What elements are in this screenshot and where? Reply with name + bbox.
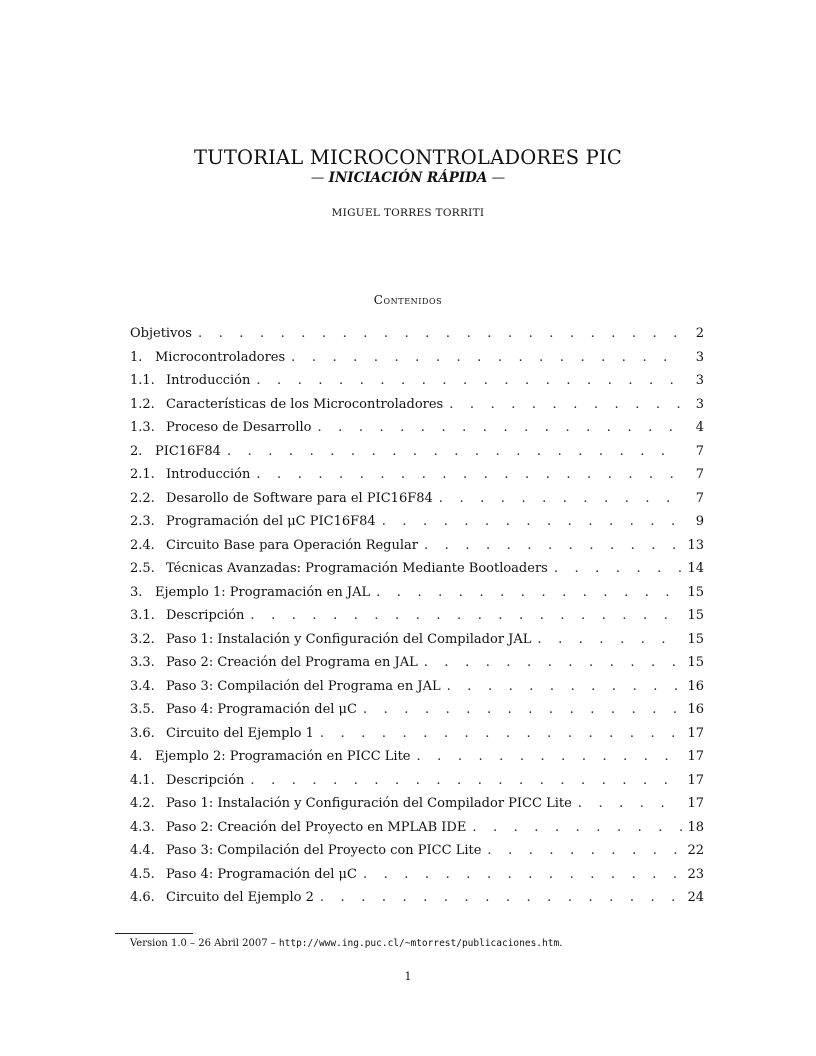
toc-leader-dots: [443, 397, 682, 412]
toc-leader-dots: [285, 350, 682, 365]
toc-leader-dots: [244, 773, 682, 788]
toc-entry-number: 3.3.: [130, 655, 155, 671]
toc-entry-page: 15: [687, 608, 704, 624]
toc-entry-page: 15: [687, 655, 704, 671]
toc-entry-number: 4.6.: [130, 890, 155, 906]
toc-entry-number: 3.: [130, 584, 143, 600]
toc-entry-title: PIC16F84: [155, 443, 221, 459]
toc-entry-title: Circuito del Ejemplo 2: [166, 890, 314, 906]
toc-entry-number: 2.1.: [130, 467, 155, 483]
toc-entry-page: 17: [687, 796, 704, 812]
toc-leader-dots: [531, 632, 682, 647]
subtitle-text: INICIACIÓN RÁPIDA: [328, 170, 488, 186]
toc-entry[interactable]: [130, 510, 704, 534]
contents-heading: Contenidos: [373, 293, 443, 307]
toc-leader-dots: [370, 585, 682, 600]
toc-leader-dots: [250, 373, 682, 388]
toc-entry-number: 2.4.: [130, 537, 155, 553]
toc-entry-number: 3.4.: [130, 678, 155, 694]
toc-leader-dots: [572, 796, 682, 811]
toc-entry-title: Proceso de Desarrollo: [166, 420, 312, 436]
toc-entry[interactable]: [130, 487, 704, 511]
toc-entry-page: 9: [695, 514, 704, 530]
toc-entry-title: Ejemplo 2: Programación en PICC Lite: [155, 749, 411, 765]
toc-entry-title: Programación del μC PIC16F84: [166, 514, 376, 530]
toc-entry[interactable]: [130, 722, 704, 746]
toc-leader-dots: [357, 702, 682, 717]
toc-entry-page: 3: [695, 373, 704, 389]
footnote-url[interactable]: http://www.ing.puc.cl/~mtorrest/publicaciones.htm: [278, 938, 560, 949]
toc-entry[interactable]: [130, 863, 704, 887]
subtitle-suffix: —: [487, 170, 506, 186]
subtitle-prefix: —: [310, 170, 329, 186]
toc-entry-page: 7: [695, 490, 704, 506]
toc-leader-dots: [314, 890, 682, 905]
toc-entry-title: Objetivos: [130, 326, 192, 342]
toc-entry-number: 4.3.: [130, 819, 155, 835]
toc-leader-dots: [481, 843, 682, 858]
toc-entry[interactable]: [130, 792, 704, 816]
toc-entry-page: 16: [687, 678, 704, 694]
toc-entry[interactable]: [130, 416, 704, 440]
toc-leader-dots: [357, 867, 682, 882]
toc-entry-page: 3: [695, 396, 704, 412]
document-title: TUTORIAL MICROCONTROLADORES PIC: [193, 146, 623, 169]
toc-entry[interactable]: [130, 769, 704, 793]
toc-entry-number: 3.1.: [130, 608, 155, 624]
toc-entry-page: 17: [687, 772, 704, 788]
toc-entry-page: 14: [687, 561, 704, 577]
toc-entry-page: 17: [687, 749, 704, 765]
toc-entry-title: Técnicas Avanzadas: Programación Mediante Bootloaders: [166, 561, 548, 577]
toc-leader-dots: [548, 561, 682, 576]
toc-leader-dots: [250, 467, 682, 482]
toc-entry-title: Ejemplo 1: Programación en JAL: [155, 584, 371, 600]
toc-entry-number: 2.2.: [130, 490, 155, 506]
toc-entry-number: 4.5.: [130, 866, 155, 882]
page-number: 1: [404, 970, 412, 983]
toc-entry[interactable]: [130, 628, 704, 652]
footnote: [130, 938, 562, 949]
toc-entry-title: Circuito del Ejemplo 1: [166, 725, 314, 741]
toc-entry-number: 4.1.: [130, 772, 155, 788]
toc-entry-page: 2: [695, 326, 704, 342]
toc-entry-title: Introducción: [166, 373, 251, 389]
toc-entry-number: 3.5.: [130, 702, 155, 718]
toc-entry-number: 4.: [130, 749, 143, 765]
toc-entry-page: 22: [687, 843, 704, 859]
toc-entry[interactable]: [130, 322, 704, 346]
toc-entry-title: Paso 1: Instalación y Configuración del Compilador JAL: [166, 631, 532, 647]
toc-entry-page: 4: [695, 420, 704, 436]
toc-entry-title: Desarollo de Software para el PIC16F84: [166, 490, 433, 506]
toc-leader-dots: [376, 514, 682, 529]
toc-entry-number: 2.5.: [130, 561, 155, 577]
toc-entry-page: 7: [695, 443, 704, 459]
toc-entry-title: Paso 1: Instalación y Configuración del Compilador PICC Lite: [166, 796, 572, 812]
toc-leader-dots: [466, 820, 682, 835]
toc-entry[interactable]: [130, 698, 704, 722]
toc-leader-dots: [418, 655, 682, 670]
footnote-version: Version 1.0 – 26 Abril 2007 –: [130, 938, 279, 949]
toc-entry[interactable]: [130, 651, 704, 675]
toc-entry[interactable]: [130, 440, 704, 464]
toc-entry-page: 15: [687, 584, 704, 600]
footnote-rule: [115, 933, 193, 934]
toc-entry-title: Microcontroladores: [155, 349, 286, 365]
toc-entry-number: 1.1.: [130, 373, 155, 389]
toc-entry-title: Paso 2: Creación del Programa en JAL: [166, 655, 418, 671]
toc-entry-number: 4.2.: [130, 796, 155, 812]
toc-entry-title: Características de los Microcontroladores: [166, 396, 444, 412]
toc-entry[interactable]: [130, 816, 704, 840]
toc-entry[interactable]: [130, 886, 704, 910]
toc-entry-title: Circuito Base para Operación Regular: [166, 537, 418, 553]
author-name: MIGUEL TORRES TORRITI: [331, 207, 485, 219]
footnote-end: .: [559, 938, 563, 949]
toc-entry-number: 4.4.: [130, 843, 155, 859]
toc-entry-number: 3.6.: [130, 725, 155, 741]
toc-leader-dots: [244, 608, 682, 623]
toc-entry[interactable]: [130, 839, 704, 863]
toc-entry[interactable]: [130, 534, 704, 558]
toc-entry-number: 1.2.: [130, 396, 155, 412]
toc-entry-title: Paso 3: Compilación del Programa en JAL: [166, 678, 441, 694]
toc-entry-title: Paso 2: Creación del Proyecto en MPLAB IDE: [166, 819, 467, 835]
toc-entry[interactable]: [130, 581, 704, 605]
toc-leader-dots: [411, 749, 683, 764]
toc-entry[interactable]: [130, 675, 704, 699]
toc-entry-number: 2.: [130, 443, 143, 459]
table-of-contents: [130, 322, 704, 910]
toc-entry[interactable]: [130, 604, 704, 628]
toc-entry-title: Paso 3: Compilación del Proyecto con PICC Lite: [166, 843, 482, 859]
toc-entry[interactable]: [130, 393, 704, 417]
toc-entry-number: 2.3.: [130, 514, 155, 530]
toc-entry-number: 1.3.: [130, 420, 155, 436]
toc-entry-page: 24: [687, 890, 704, 906]
toc-leader-dots: [221, 444, 682, 459]
toc-entry-page: 3: [695, 349, 704, 365]
document-subtitle: [0, 170, 816, 186]
toc-entry[interactable]: [130, 463, 704, 487]
toc-entry-title: Introducción: [166, 467, 251, 483]
toc-entry[interactable]: [130, 369, 704, 393]
toc-entry-page: 13: [687, 537, 704, 553]
toc-entry[interactable]: [130, 745, 704, 769]
toc-entry-number: 1.: [130, 349, 143, 365]
toc-entry-page: 17: [687, 725, 704, 741]
toc-entry-title: Descripción: [166, 608, 245, 624]
toc-entry-page: 7: [695, 467, 704, 483]
toc-leader-dots: [433, 491, 682, 506]
toc-entry-title: Paso 4: Programación del μC: [166, 702, 357, 718]
toc-leader-dots: [311, 420, 682, 435]
toc-entry-page: 16: [687, 702, 704, 718]
toc-entry-number: 3.2.: [130, 631, 155, 647]
toc-entry-title: Descripción: [166, 772, 245, 788]
toc-entry[interactable]: [130, 346, 704, 370]
toc-leader-dots: [314, 726, 682, 741]
toc-entry-title: Paso 4: Programación del μC: [166, 866, 357, 882]
toc-entry[interactable]: [130, 557, 704, 581]
toc-leader-dots: [418, 538, 682, 553]
toc-leader-dots: [441, 679, 682, 694]
toc-leader-dots: [192, 326, 682, 341]
toc-entry-page: 18: [687, 819, 704, 835]
toc-entry-page: 23: [687, 866, 704, 882]
toc-entry-page: 15: [687, 631, 704, 647]
